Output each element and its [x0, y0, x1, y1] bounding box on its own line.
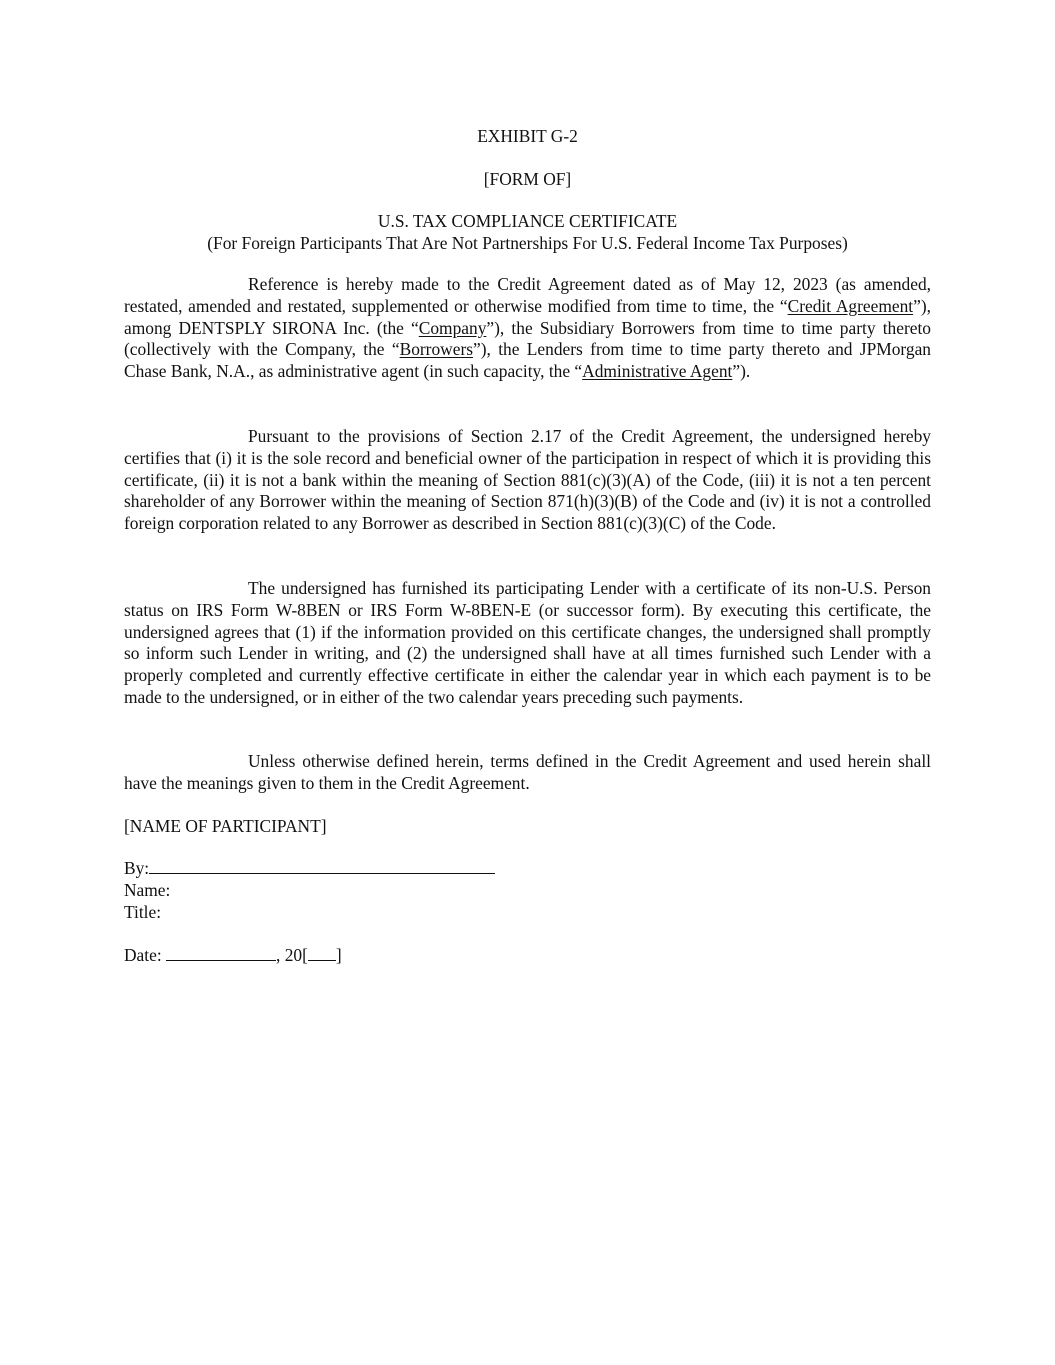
year-blank: [308, 944, 336, 961]
defined-term-credit-agreement: Credit Agreement: [787, 295, 914, 316]
defined-term-company: Company: [418, 317, 487, 338]
name-label: Name:: [124, 880, 171, 900]
title-label: Title:: [124, 902, 162, 922]
paragraph-certification: [124, 426, 931, 535]
date-label: Date:: [124, 945, 162, 965]
by-label: By:: [124, 858, 150, 878]
date-blank: [166, 944, 276, 961]
exhibit-heading: EXHIBIT G-2: [477, 126, 578, 146]
paragraph-form-status: [124, 578, 931, 709]
paragraph-definitions: [124, 751, 931, 795]
para2-text: Pursuant to the provisions of Section 2.17 of the Credit Agreement, the undersigned hereby certifies that (i) it is the sole record and beneficial owner of the participation in respect of which it is providing this certificate, (ii) it is not a bank within the meaning of Section 881(c)(3)(A) of the Code, (iii) it is not a ten percent shareholder of any Borrower within the meaning of Section 871(h)(3)(B) of the Code and (iv) it is not a controlled foreign corporation related to any Borrower as described in Section 881(c)(3)(C) of the Code.: [124, 426, 931, 534]
para1-text-3: ”), the Subsidiary Borrowers from time to time party thereto (collectively with the Company, the “: [124, 317, 931, 360]
para1-text-5: ”).: [732, 361, 751, 382]
para1-text-4: ”), the Lenders from time to time party thereto and JPMorgan Chase Bank, N.A., as administrative agent (in such capacity, the “: [124, 339, 931, 382]
date-separator: , 20[: [276, 945, 308, 965]
para1-text-2: ”), among DENTSPLY SIRONA Inc. (the “: [124, 295, 931, 338]
certificate-title: U.S. TAX COMPLIANCE CERTIFICATE: [377, 211, 678, 231]
paragraph-reference: [124, 274, 931, 383]
para3-text: The undersigned has furnished its participating Lender with a certificate of its non-U.S. Person status on IRS Form W-8BEN or IRS Form W-8BEN-E (or successor form). By executing this certificate, the undersigned agrees that (1) if the information provided on this certificate changes, the undersigned shall promptly so inform such Lender in writing, and (2) the undersigned shall have at all times furnished such Lender with a properly completed and currently effective certificate in either the calendar year in which each payment is to be made to the undersigned, or in either of the two calendar years preceding such payments.: [124, 578, 931, 707]
defined-term-administrative-agent: Administrative Agent: [582, 361, 733, 382]
defined-term-borrowers: Borrowers: [399, 339, 474, 360]
date-line: [124, 944, 342, 966]
signature-blank: [149, 857, 495, 874]
para1-text-1: Reference is hereby made to the Credit Agreement dated as of May 12, 2023 (as amended, restated, amended and restated, supplemented or otherwise modified from time to time, the “: [124, 274, 931, 316]
participant-name-placeholder: [NAME OF PARTICIPANT]: [124, 816, 327, 836]
date-close-bracket: ]: [335, 945, 342, 965]
form-of-heading: [FORM OF]: [483, 169, 572, 189]
signature-by-line: [124, 857, 495, 879]
para4-text: Unless otherwise defined herein, terms defined in the Credit Agreement and used herein shall have the meanings given to them in the Credit Agreement.: [124, 751, 931, 793]
certificate-subtitle: (For Foreign Participants That Are Not Partnerships For U.S. Federal Income Tax Purposes): [207, 233, 848, 253]
